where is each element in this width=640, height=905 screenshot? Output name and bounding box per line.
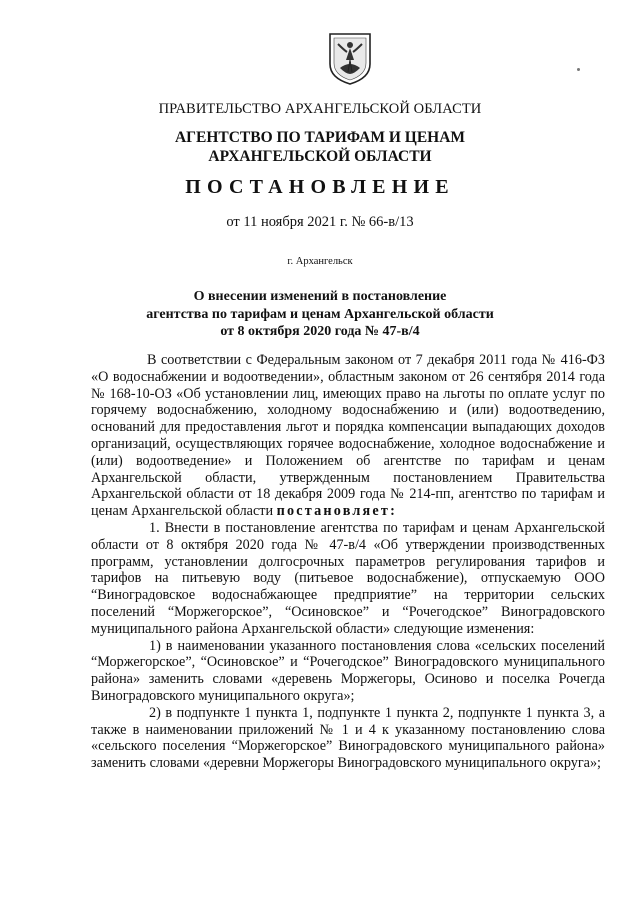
agency-name-line: АРХАНГЕЛЬСКОЙ ОБЛАСТИ [208,148,432,165]
government-name: ПРАВИТЕЛЬСТВО АРХАНГЕЛЬСКОЙ ОБЛАСТИ [158,101,482,117]
preamble-text: В соответствии с Федеральным законом от 7 декабря 2011 года № 416-ФЗ «О водоснабжении и водоотведении», областным законом от 26 сентября 2014 года № 168-10-ОЗ «Об установлении лиц, имеющих право на льготы по оплате услуг по горячему водоснабжению, холодному водоснабжению и (или) водоотведению, оснований для предоставления льгот и порядка компенсации выпадающих доходов организаций, осуществляющих горячее водоснабжение, холодное водоснабжение и (или) водоотведение» и Положением об агентстве по тарифам и ценам Архангельской области, утвержденным постановлением Правительства Архангельской области от 18 декабря 2009 года № 214-пп, агентство по тарифам и ценам Архангельской области [91,352,605,520]
scan-mark [577,68,580,71]
coat-of-arms-icon [326,30,374,86]
subject-line: от 8 октября 2020 года № 47-в/4 [220,324,420,339]
decree-word: постановляет: [276,503,398,520]
subject-line: О внесении изменений в постановление [193,289,447,304]
subject-line: агентства по тарифам и ценам Архангельской области [146,306,494,322]
document-subject [0,288,640,341]
document-city: г. Архангельск [287,256,353,267]
subitem-2-paragraph: 2) в подпункте 1 пункта 1, подпункте 1 пункта 2, подпункте 1 пункта 3, а также в наименовании приложений № 1 и 4 к указанному постановлению слова «сельского поселения “Моржегорское” Виноградовского муниципального района» заменить словами «деревни Моржегоры Виноградовского муниципального округа»; [91,704,605,772]
agency-name-line: АГЕНТСТВО ПО ТАРИФАМ И ЦЕНАМ [174,129,466,146]
preamble-paragraph [91,352,605,520]
subitem-1-paragraph: 1) в наименовании указанного постановления слова «сельских поселений “Моржегорское”, “Осиновское” и “Рочегодское” Виноградовского муниципального района» заменить словами «деревень Моржегоры, Осиново и поселка Рочегда Виноградовского муниципального округа»; [91,637,605,704]
document-body [91,352,605,772]
document-date-number: от 11 ноября 2021 г. № 66-в/13 [226,214,414,230]
agency-name [0,128,640,166]
item-1-paragraph: 1. Внести в постановление агентства по тарифам и ценам Архангельской области от 8 октября 2020 года № 47-в/4 «Об утверждении производственных программ, установлении долгосрочных параметров регулирования тарифов и тарифов на питьевую воду (питьевое водоснабжение), отпускаемую ООО “Виноградовское водоснабжающее предприятие” на территории сельских поселений “Моржегорское”, “Осиновское” и “Рочегодское” Виноградовского муниципального района Архангельской области» следующие изменения: [91,519,605,637]
document-type-title: ПОСТАНОВЛЕНИЕ [185,176,455,198]
